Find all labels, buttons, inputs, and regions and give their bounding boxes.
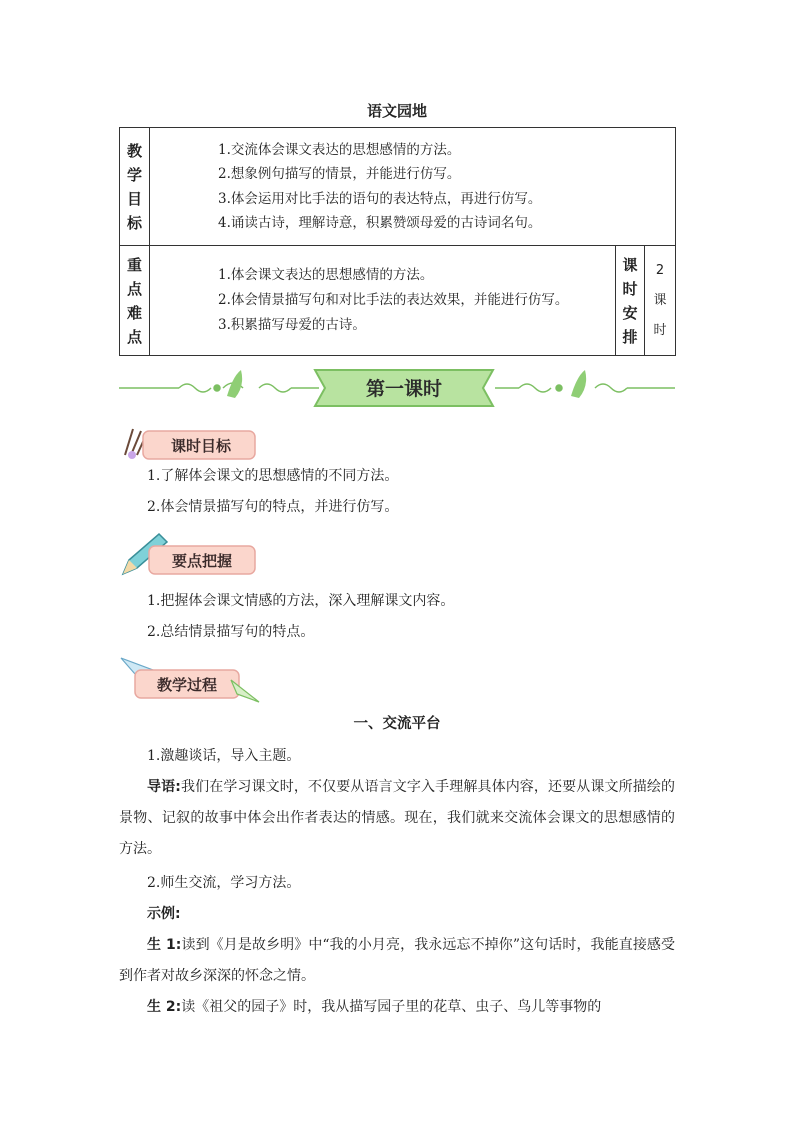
student-2-paragraph bbox=[119, 992, 675, 1023]
objective-item: 2.想象例句描写的情景，并能进行仿写。 bbox=[218, 166, 461, 182]
schedule-label: 课 时 安 排 bbox=[616, 246, 645, 356]
svg-text:要点把握: 要点把握 bbox=[171, 552, 233, 570]
objective-item: 4.诵读古诗，理解诗意，积累赞颂母爱的古诗词名句。 bbox=[218, 215, 542, 231]
objective-item: 3.体会运用对比手法的语句的表达特点，再进行仿写。 bbox=[218, 190, 542, 207]
student-2-label: 生 2: bbox=[147, 999, 182, 1015]
objectives-label: 教 学 目 标 bbox=[120, 128, 150, 246]
schedule-value: 2 课 时 bbox=[645, 246, 676, 356]
student-1-label: 生 1: bbox=[147, 937, 182, 953]
keypoint-item: 2.体会情景描写句和对比手法的表达效果，并能进行仿写。 bbox=[218, 292, 569, 308]
keys-badge bbox=[119, 530, 259, 580]
student-1-paragraph bbox=[119, 930, 675, 992]
objectives-list bbox=[150, 128, 676, 246]
process-badge bbox=[119, 650, 264, 706]
lesson-banner bbox=[119, 364, 675, 412]
svg-text:课时目标: 课时目标 bbox=[170, 437, 232, 455]
keypoint-item: 3.积累描写母爱的古诗。 bbox=[218, 317, 366, 333]
goals-badge bbox=[119, 425, 259, 463]
intro-paragraph bbox=[119, 772, 675, 865]
student-1-text: 读到《月是故乡明》中“我的小月亮，我永远忘不掉你”这句话时，我能直接感受到作者对故乡深深的怀念之情。 bbox=[119, 937, 676, 984]
objective-item: 1.交流体会课文表达的思想感情的方法。 bbox=[218, 141, 461, 158]
paper-plane-icon bbox=[231, 680, 259, 702]
student-2-text: 读《祖父的园子》时，我从描写园子里的花草、虫子、鸟儿等事物的 bbox=[181, 999, 602, 1015]
banner-title: 第一课时 bbox=[365, 378, 443, 400]
step-text: 2.师生交流，学习方法。 bbox=[147, 875, 301, 891]
left-vine-icon bbox=[119, 383, 319, 392]
keypoint-item: 1.体会课文表达的思想感情的方法。 bbox=[218, 267, 434, 283]
goal-item: 1.了解体会课文的思想感情的不同方法。 bbox=[147, 468, 399, 484]
key-item: 1.把握体会课文情感的方法，深入理解课文内容。 bbox=[147, 593, 455, 609]
keypoints-label: 重 点 难 点 bbox=[120, 246, 150, 356]
leaf-icon bbox=[571, 370, 586, 398]
section-heading: 一、交流平台 bbox=[353, 716, 441, 732]
intro-label: 导语: bbox=[147, 779, 181, 795]
keypoints-list bbox=[150, 246, 616, 356]
intro-text: 我们在学习课文时，不仅要从语言文字入手理解具体内容，还要从课文所描绘的景物、记叙的故事中体会出作者表达的情感。现在，我们就来交流体会课文的思想感情的方法。 bbox=[119, 779, 675, 857]
example-label: 示例: bbox=[147, 906, 181, 922]
lesson-info-table bbox=[119, 127, 676, 356]
key-item: 2.总结情景描写句的特点。 bbox=[147, 624, 315, 640]
goal-item: 2.体会情景描写句的特点，并进行仿写。 bbox=[147, 499, 399, 515]
step-text: 1.激趣谈话，导入主题。 bbox=[147, 748, 301, 764]
svg-text:教学过程: 教学过程 bbox=[156, 676, 218, 694]
page-title: 语文园地 bbox=[366, 102, 427, 120]
